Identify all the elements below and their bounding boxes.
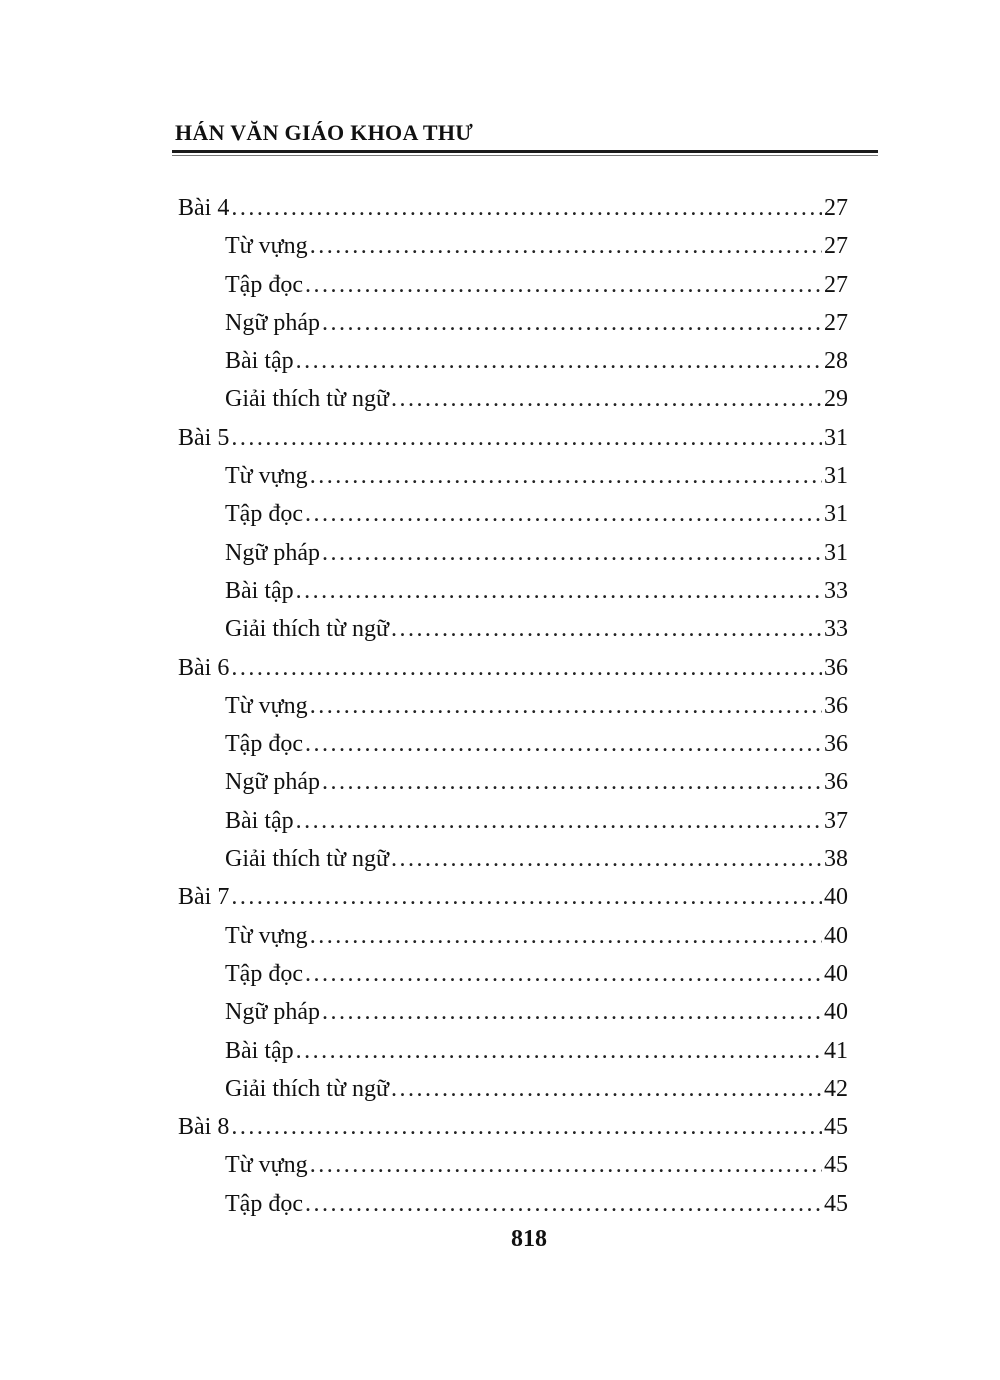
toc-entry-label: Giải thích từ ngữ — [225, 846, 389, 873]
toc-dot-leader — [391, 1070, 822, 1108]
toc-subentry — [178, 955, 848, 993]
toc-entry-page: 40 — [824, 960, 848, 987]
toc-entry-page: 37 — [824, 807, 848, 834]
toc-dot-leader — [231, 878, 822, 916]
toc-dot-leader — [322, 534, 822, 572]
toc-entry-label: Bài 6 — [178, 654, 230, 681]
toc-entry-page: 40 — [824, 884, 848, 911]
toc-entry-page: 31 — [824, 539, 848, 566]
toc-entry-page: 31 — [824, 463, 848, 490]
toc-entry-label: Giải thích từ ngữ — [225, 1075, 389, 1102]
toc-entry-page: 36 — [824, 654, 848, 681]
toc-entry-label: Giải thích từ ngữ — [225, 386, 389, 413]
toc-entry-page: 27 — [824, 271, 848, 298]
toc-subentry — [178, 763, 848, 801]
toc-subentry — [178, 457, 848, 495]
toc-dot-leader — [310, 1146, 822, 1184]
toc-subentry — [178, 572, 848, 610]
toc-entry-page: 36 — [824, 692, 848, 719]
toc-entry — [178, 878, 848, 916]
toc-dot-leader — [305, 955, 822, 993]
toc-dot-leader — [310, 687, 822, 725]
toc-entry — [178, 1108, 848, 1146]
toc-subentry — [178, 1146, 848, 1184]
toc-subentry — [178, 304, 848, 342]
toc-dot-leader — [322, 993, 822, 1031]
toc-dot-leader — [391, 610, 822, 648]
table-of-contents — [178, 189, 848, 1223]
toc-dot-leader — [231, 649, 822, 687]
toc-entry-label: Tập đọc — [225, 271, 303, 298]
page-number: 818 — [511, 1226, 547, 1252]
toc-subentry — [178, 1032, 848, 1070]
toc-entry-page: 28 — [824, 348, 848, 375]
toc-entry-label: Bài tập — [225, 577, 294, 604]
toc-entry-label: Ngữ pháp — [225, 999, 320, 1026]
toc-subentry — [178, 1185, 848, 1223]
toc-entry-page: 45 — [824, 1152, 848, 1179]
toc-dot-leader — [231, 189, 822, 227]
toc-dot-leader — [296, 342, 822, 380]
toc-subentry — [178, 687, 848, 725]
toc-subentry — [178, 610, 848, 648]
toc-dot-leader — [310, 917, 822, 955]
toc-subentry — [178, 993, 848, 1031]
toc-dot-leader — [310, 227, 822, 265]
toc-subentry — [178, 227, 848, 265]
toc-subentry — [178, 380, 848, 418]
toc-dot-leader — [296, 572, 822, 610]
toc-entry-page: 40 — [824, 999, 848, 1026]
toc-entry-page: 31 — [824, 424, 848, 451]
toc-dot-leader — [310, 457, 822, 495]
toc-entry-page: 42 — [824, 1075, 848, 1102]
toc-entry-label: Ngữ pháp — [225, 769, 320, 796]
toc-subentry — [178, 725, 848, 763]
toc-entry-label: Tập đọc — [225, 1190, 303, 1217]
toc-entry-page: 27 — [824, 195, 848, 221]
toc-entry-label: Tập đọc — [225, 960, 303, 987]
toc-entry-page: 27 — [824, 309, 848, 336]
header-rule-thin — [172, 155, 878, 156]
toc-dot-leader — [391, 380, 822, 418]
toc-entry — [178, 649, 848, 687]
toc-dot-leader — [391, 840, 822, 878]
toc-entry-page: 29 — [824, 386, 848, 413]
toc-dot-leader — [231, 419, 822, 457]
toc-dot-leader — [296, 1032, 822, 1070]
toc-dot-leader — [322, 763, 822, 801]
toc-entry-page: 36 — [824, 769, 848, 796]
toc-entry-label: Ngữ pháp — [225, 539, 320, 566]
toc-entry-label: Bài tập — [225, 1037, 294, 1064]
toc-subentry — [178, 1070, 848, 1108]
toc-entry-label: Bài 8 — [178, 1114, 230, 1141]
toc-entry-label: Bài 5 — [178, 424, 230, 451]
toc-dot-leader — [231, 1108, 822, 1146]
toc-entry-page: 36 — [824, 731, 848, 758]
toc-entry-label: Tập đọc — [225, 731, 303, 758]
toc-dot-leader — [305, 1185, 822, 1223]
toc-entry-label: Từ vựng — [225, 463, 308, 490]
toc-subentry — [178, 840, 848, 878]
toc-dot-leader — [296, 802, 822, 840]
toc-entry-label: Từ vựng — [225, 692, 308, 719]
toc-entry-label: Từ vựng — [225, 233, 308, 260]
toc-entry-page: 33 — [824, 616, 848, 643]
toc-entry-page: 40 — [824, 922, 848, 949]
toc-dot-leader — [305, 495, 822, 533]
toc-entry-label: Từ vựng — [225, 1152, 308, 1179]
toc-entry-page: 27 — [824, 233, 848, 260]
toc-dot-leader — [305, 725, 822, 763]
toc-entry-page: 45 — [824, 1190, 848, 1217]
toc-subentry — [178, 534, 848, 572]
toc-entry-page: 38 — [824, 846, 848, 873]
toc-entry-label: Bài 7 — [178, 884, 230, 911]
toc-entry-label: Giải thích từ ngữ — [225, 616, 389, 643]
toc-entry-page: 45 — [824, 1114, 848, 1141]
toc-entry-label: Tập đọc — [225, 501, 303, 528]
toc-subentry — [178, 266, 848, 304]
toc-dot-leader — [322, 304, 822, 342]
toc-subentry — [178, 802, 848, 840]
header-rule — [172, 150, 878, 153]
toc-subentry — [178, 917, 848, 955]
toc-entry-label: Từ vựng — [225, 922, 308, 949]
running-head-title: HÁN VĂN GIÁO KHOA THƯ — [175, 120, 474, 145]
toc-entry-label: Bài 4 — [178, 195, 230, 221]
toc-subentry — [178, 342, 848, 380]
toc-entry — [178, 419, 848, 457]
toc-entry-page: 31 — [824, 501, 848, 528]
toc-subentry — [178, 495, 848, 533]
toc-entry-label: Bài tập — [225, 348, 294, 375]
toc-entry-label: Ngữ pháp — [225, 309, 320, 336]
toc-entry — [178, 189, 848, 227]
toc-entry-page: 33 — [824, 577, 848, 604]
toc-dot-leader — [305, 266, 822, 304]
toc-entry-label: Bài tập — [225, 807, 294, 834]
toc-entry-page: 41 — [824, 1037, 848, 1064]
